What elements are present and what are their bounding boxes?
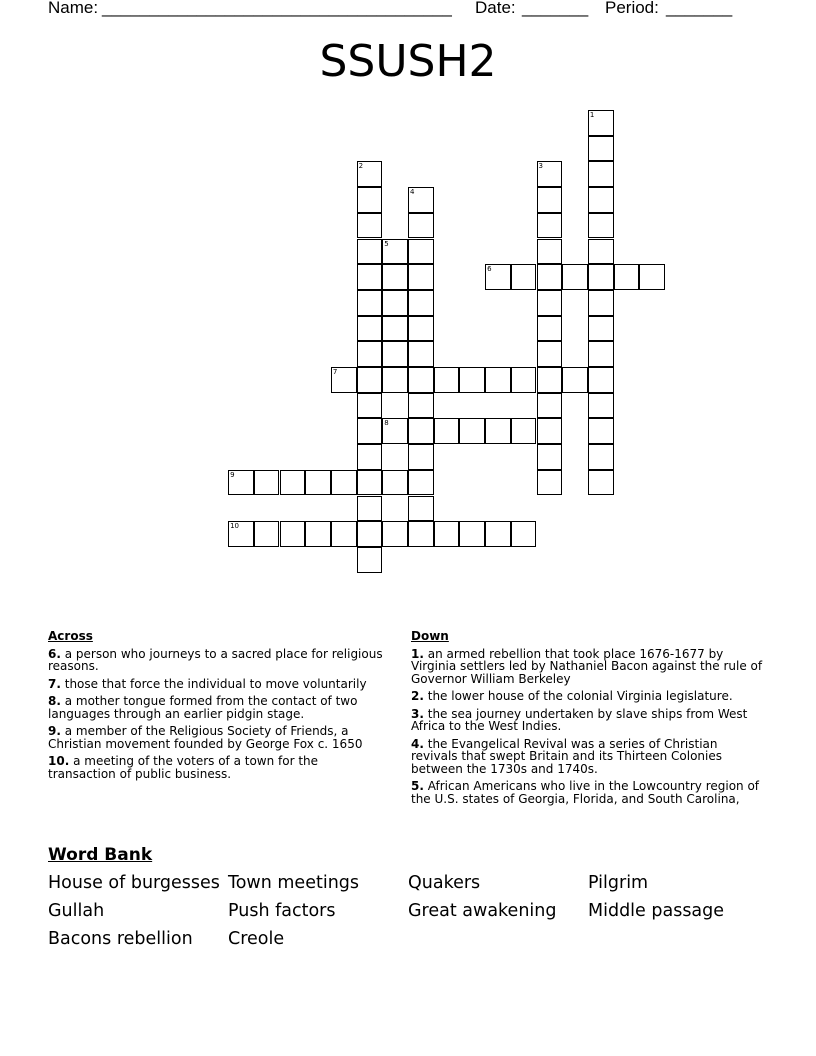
crossword-cell: [408, 213, 434, 239]
date-label: Date:: [475, 0, 516, 17]
crossword-cell: [588, 418, 614, 444]
crossword-cell: [357, 547, 383, 573]
name-label: Name:: [48, 0, 99, 17]
word-bank-item: Middle passage: [588, 901, 725, 921]
crossword-cell: [639, 264, 665, 290]
crossword-cell: [408, 393, 434, 419]
down-clue: [411, 708, 766, 733]
crossword-cell: [511, 418, 537, 444]
word-bank-item: Creole: [228, 929, 285, 949]
date-line: _______: [522, 0, 589, 17]
crossword-cell: [459, 521, 485, 547]
crossword-cell: [434, 418, 460, 444]
across-clue: [48, 725, 388, 750]
crossword-cell: [511, 521, 537, 547]
crossword-cell: [408, 521, 434, 547]
clue-text: those that force the individual to move voluntarily: [60, 676, 367, 691]
period-line: _______: [666, 0, 733, 17]
crossword-cell: [588, 187, 614, 213]
crossword-cell: [485, 418, 511, 444]
clue-text: a meeting of the voters of a town for the transaction of public business.: [48, 754, 319, 781]
page-title: SSUSH2: [319, 36, 497, 87]
crossword-cell: [357, 290, 383, 316]
crossword-cell: [588, 290, 614, 316]
clue-num: 4.: [411, 736, 424, 751]
crossword-cell: [485, 367, 511, 393]
crossword-cell: [588, 367, 614, 393]
across-clue: [48, 755, 388, 780]
clue-text: an armed rebellion that took place 1676-1677 by Virginia settlers led by Nathaniel Bacon against the rule of Governor William Berkeley: [411, 646, 763, 686]
down-clue: [411, 780, 766, 805]
period-label: Period:: [605, 0, 659, 17]
crossword-cell: [280, 470, 306, 496]
crossword-cell: [382, 521, 408, 547]
word-bank-item: House of burgesses: [48, 873, 220, 893]
crossword-cell: [588, 393, 614, 419]
clue-number: 7: [332, 368, 338, 376]
crossword-cell: [305, 521, 331, 547]
word-bank-item: Great awakening: [408, 901, 557, 921]
word-bank-item: Bacons rebellion: [48, 929, 193, 949]
clue-text: the sea journey undertaken by slave ships from West Africa to the West Indies.: [411, 706, 748, 733]
crossword-cell: [382, 290, 408, 316]
crossword-cell: [588, 341, 614, 367]
clue-number: 4: [410, 188, 415, 197]
word-bank-item: Gullah: [48, 901, 105, 921]
across-heading: Across: [48, 629, 93, 643]
crossword-cell: [537, 393, 563, 419]
across-clue: [48, 648, 388, 673]
clue-number: 6: [487, 265, 492, 274]
crossword-cell: [357, 418, 383, 444]
clue-text: a mother tongue formed from the contact of two languages through an earlier pidgin stage.: [48, 694, 358, 721]
down-clue: [411, 738, 766, 776]
word-bank-item: Quakers: [408, 873, 481, 893]
clue-text: African Americans who live in the Lowcountry region of the U.S. states of Georgia, Florida, and South Carolina,: [411, 779, 760, 806]
clue-text: a person who journeys to a sacred place for religious reasons.: [48, 646, 383, 673]
crossword-cell: [588, 161, 614, 187]
clue-number: 5: [384, 239, 389, 248]
crossword-cell: [280, 521, 306, 547]
crossword-cell: [588, 239, 614, 265]
clue-num: 8.: [48, 694, 61, 708]
crossword-cell: [408, 496, 434, 522]
crossword-cell: [434, 367, 460, 393]
crossword-cell: [562, 264, 588, 290]
crossword-cell: [357, 213, 383, 239]
crossword-cell: [357, 521, 383, 547]
crossword-cell: [357, 367, 383, 393]
clue-text: the Evangelical Revival was a series of Christian revivals that swept Britain and its Thirteen Colonies between the 1730s and 1740s.: [411, 736, 722, 776]
down-clue: [411, 648, 766, 686]
word-bank-title: Word Bank: [48, 845, 153, 865]
clue-number: 3: [538, 162, 543, 171]
crossword-cell: [537, 341, 563, 367]
crossword-cell: [408, 367, 434, 393]
down-clue: [411, 690, 766, 703]
clue-num: 3.: [411, 706, 424, 721]
crossword-cell: [357, 264, 383, 290]
crossword-cell: [537, 213, 563, 239]
crossword-cell: [408, 470, 434, 496]
crossword-cell: [511, 264, 537, 290]
crossword-cell: [537, 239, 563, 265]
crossword-cell: [408, 418, 434, 444]
clue-num: 2.: [411, 689, 424, 703]
crossword-cell: [357, 341, 383, 367]
crossword-cell: [537, 367, 563, 393]
crossword-cell: [588, 136, 614, 162]
crossword-cell: [408, 316, 434, 342]
crossword-cell: [614, 264, 640, 290]
crossword-cell: [382, 316, 408, 342]
crossword-cell: [537, 316, 563, 342]
crossword-cell: [382, 341, 408, 367]
crossword-cell: [254, 470, 280, 496]
crossword-cell: [357, 187, 383, 213]
crossword-cell: [305, 470, 331, 496]
clue-number: 1: [589, 111, 595, 119]
down-heading: Down: [411, 629, 449, 643]
across-clues: [48, 630, 388, 785]
crossword-cell: [588, 444, 614, 470]
crossword-cell: [588, 213, 614, 239]
clue-number: 10: [230, 522, 240, 531]
crossword-cell: [357, 496, 383, 522]
name-line: _____________________________________: [102, 0, 452, 17]
crossword-cell: [537, 444, 563, 470]
clue-number: 9: [230, 470, 235, 479]
clue-num: 5.: [411, 779, 424, 793]
crossword-cell: [331, 521, 357, 547]
crossword-cell: [537, 470, 563, 496]
across-clue: [48, 695, 388, 720]
crossword-cell: [408, 341, 434, 367]
crossword-cell: [357, 470, 383, 496]
word-bank-item: Pilgrim: [588, 873, 649, 893]
crossword-cell: [357, 444, 383, 470]
clue-num: 1.: [411, 646, 424, 661]
down-clues: [411, 630, 766, 810]
crossword-cell: [459, 367, 485, 393]
crossword-cell: [408, 444, 434, 470]
clue-num: 6.: [48, 646, 61, 661]
crossword-cell: [511, 367, 537, 393]
clue-text: a member of the Religious Society of Friends, a Christian movement founded by George Fox c. 1650: [48, 724, 363, 751]
crossword-cell: [382, 470, 408, 496]
word-bank-item: Town meetings: [228, 873, 360, 893]
crossword-cell: [537, 187, 563, 213]
crossword-cell: [459, 418, 485, 444]
crossword-cell: [588, 264, 614, 290]
crossword-cell: [408, 290, 434, 316]
crossword-cell: [357, 393, 383, 419]
crossword-cell: [588, 316, 614, 342]
crossword-cell: [382, 367, 408, 393]
crossword-cell: [537, 418, 563, 444]
crossword-cell: [588, 470, 614, 496]
crossword-cell: [408, 264, 434, 290]
crossword-cell: [408, 239, 434, 265]
crossword-cell: [485, 521, 511, 547]
across-clue: [48, 678, 388, 691]
crossword-cell: [357, 316, 383, 342]
crossword-cell: [382, 264, 408, 290]
word-bank-item: Push factors: [228, 901, 336, 921]
clue-number: 8: [384, 419, 389, 428]
clue-num: 9.: [48, 724, 61, 738]
crossword-cell: [331, 470, 357, 496]
clue-num: 7.: [48, 676, 61, 691]
clue-number: 2: [358, 162, 364, 171]
crossword-cell: [357, 239, 383, 265]
clue-text: the lower house of the colonial Virginia legislature.: [423, 689, 733, 703]
crossword-cell: [562, 367, 588, 393]
crossword-cell: [254, 521, 280, 547]
crossword-cell: [537, 264, 563, 290]
crossword-cell: [537, 290, 563, 316]
crossword-cell: [434, 521, 460, 547]
clue-num: 10.: [48, 754, 70, 768]
